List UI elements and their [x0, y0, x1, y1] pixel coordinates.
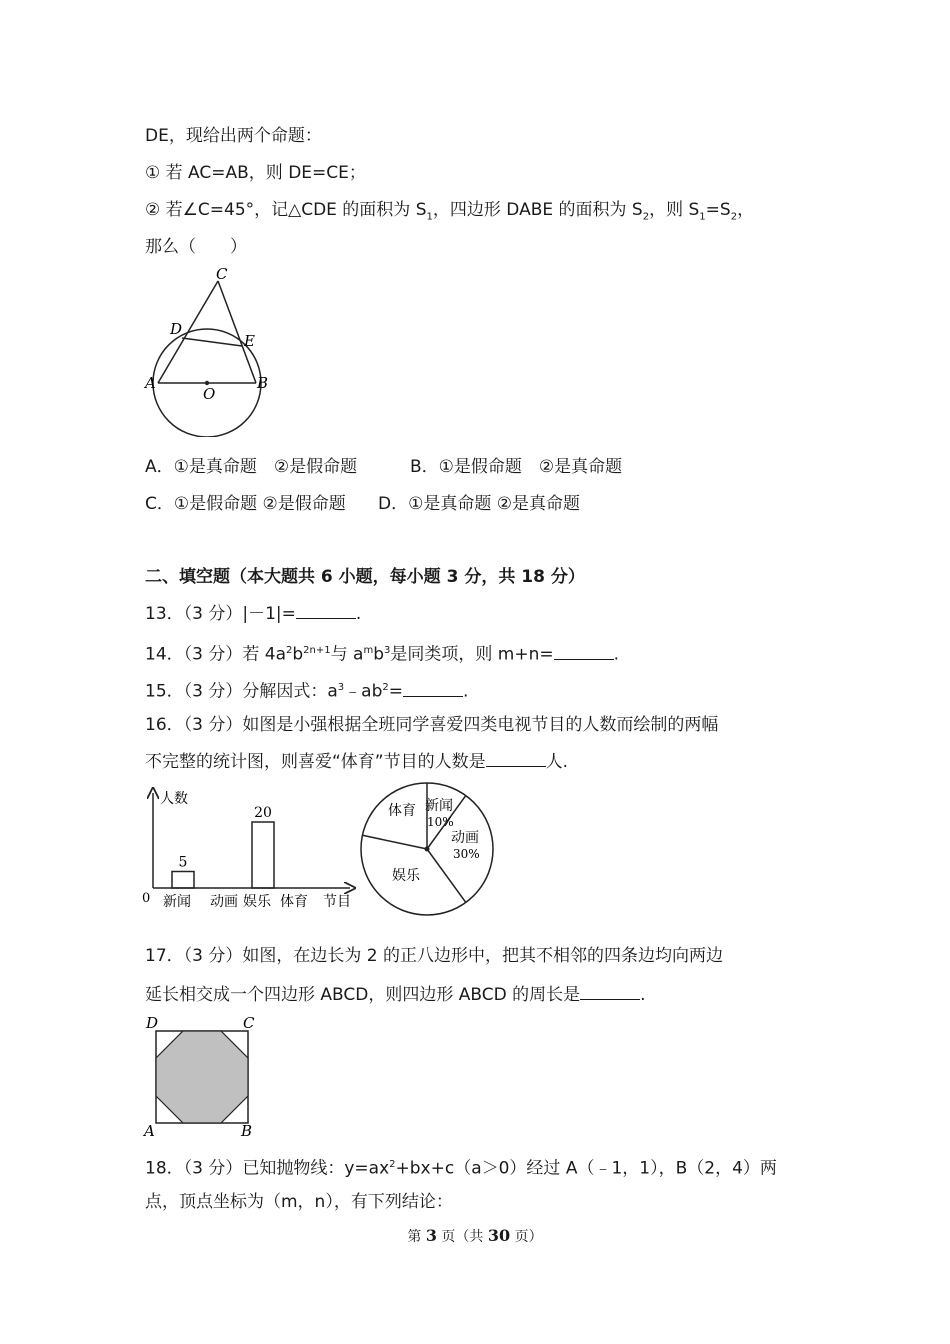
pie-slice-percent: 10%: [427, 815, 454, 829]
origin-label: 0: [142, 891, 151, 906]
bar-value-label: 5: [178, 854, 188, 871]
choice-c: C．①是假命题 ②是假命题: [145, 494, 346, 514]
section-2-title: 二、填空题（本大题共 6 小题，每小题 3 分，共 18 分）: [145, 567, 585, 587]
label-O: O: [203, 385, 216, 403]
circle-triangle-figure: [140, 262, 280, 437]
label-D: D: [170, 320, 183, 338]
x-axis-label: 节目: [323, 894, 351, 910]
choice-a: A．①是真命题 ②是假命题: [145, 457, 358, 477]
pie-slice-label: 动画: [451, 830, 479, 846]
label-B: B: [257, 374, 269, 392]
q18-line-2: 点，顶点坐标为（m，n），有下列结论：: [145, 1192, 453, 1212]
label-A: A: [145, 374, 156, 392]
q17-line-2: 延长相交成一个四边形 ABCD，则四边形 ABCD 的周长是 .: [145, 985, 646, 1005]
choice-d: D．①是真命题 ②是真命题: [378, 494, 580, 514]
pie-slice-label: 新闻: [425, 798, 453, 814]
page-footer: 第 3 页（共 30 页）: [407, 1226, 543, 1245]
x-tick-label: 体育: [280, 894, 308, 910]
q16-line-2: 不完整的统计图，则喜爱“体育”节目的人数是 人.: [145, 752, 569, 772]
y-axis-label: 人数: [160, 791, 188, 807]
bar-value-label: 20: [254, 805, 272, 821]
label-C: C: [243, 1014, 255, 1032]
pie-slice-label: 体育: [388, 803, 416, 819]
bar: [172, 872, 194, 889]
pie-chart: [355, 780, 500, 920]
bar: [252, 822, 274, 888]
label-E: E: [244, 332, 255, 350]
x-tick-label: 娱乐: [243, 894, 271, 910]
q18-line-1: 18．（3 分）已知抛物线：$y=ax^2+bx+c(a>0)$经过 A（﹣1，1），B（2，4）两: [145, 1158, 777, 1179]
q17-line-1: 17．（3 分）如图，在边长为 2 的正八边形中，把其不相邻的四条边均向两边: [145, 946, 723, 966]
q15: 15．（3 分）分解因式：$a^3﹣ab^2=$ .: [145, 681, 469, 702]
q13: 13．（3 分）|－1|= .: [145, 604, 362, 624]
pie-slice-label: 娱乐: [392, 868, 420, 884]
pie-center: [425, 847, 430, 852]
label-C: C: [216, 265, 228, 283]
pie-slice-percent: 30%: [453, 847, 480, 861]
q14: 14．（3 分）若 $4a^2b^{2n+1}$与 $a^mb^3$是同类项，则 m+n= .: [145, 644, 620, 665]
x-tick-label: 动画: [210, 894, 238, 910]
label-D: D: [146, 1014, 159, 1032]
q12-intro: DE，现给出两个命题：: [145, 126, 322, 146]
q16-line-1: 16．（3 分）如图是小强根据全班同学喜爱四类电视节目的人数而绘制的两幅: [145, 715, 719, 735]
label-B: B: [241, 1122, 253, 1140]
pie-slice-boundary: [362, 835, 427, 849]
octagon-figure: [140, 1012, 270, 1140]
choice-b: B．①是假命题 ②是真命题: [410, 457, 623, 477]
label-A: A: [144, 1122, 155, 1140]
q12-ask: 那么（ ）: [145, 237, 247, 257]
q12-proposition-1: ① 若 AC=AB，则 DE=CE；: [145, 163, 366, 183]
q12-proposition-2: ② 若∠C=45°，记△CDE 的面积为 $S_1$，四边形 DABE 的面积为 $S_2$，则 $S_1=S_2$，: [145, 200, 755, 223]
x-tick-label: 新闻: [163, 894, 191, 910]
bar-chart: [140, 785, 360, 915]
